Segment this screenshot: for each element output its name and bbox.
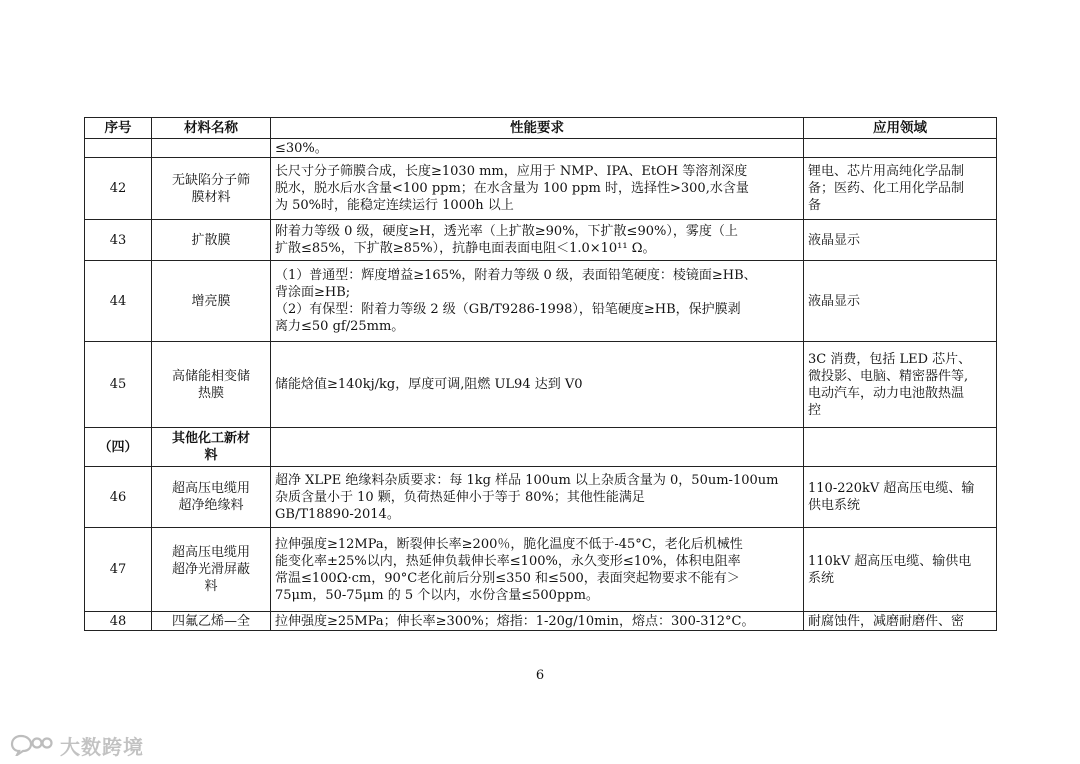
row-index: 42 [85, 158, 152, 220]
application-field [804, 467, 997, 528]
performance-requirement-line: （2）有保型：附着力等级 2 级（GB/T9286-1998），铅笔硬度≥HB，保护膜剥 [275, 302, 741, 317]
material-name [152, 139, 271, 158]
application-field-line: 3C 消费，包括 LED 芯片、 [808, 351, 972, 367]
material-name [152, 428, 271, 467]
watermark-text: 大数跨境 [60, 734, 144, 759]
application-field-line: 系统 [808, 570, 835, 586]
application-field-line: 备 [808, 198, 822, 213]
material-name-line: 增亮膜 [191, 293, 231, 309]
application-field-line: 电动汽车，动力电池散热温 [808, 385, 965, 401]
application-field-line: 备；医药、化工用化学品制 [808, 181, 965, 196]
material-name-line: 超高压电缆用 [171, 545, 250, 560]
performance-requirement [271, 220, 804, 261]
row-index: 45 [85, 342, 152, 428]
row-index: 48 [85, 612, 152, 631]
application-field [804, 158, 997, 220]
table-row [85, 261, 997, 342]
material-name [152, 261, 271, 342]
header-index: 序号 [85, 118, 152, 139]
application-field-line: 液晶显示 [808, 232, 861, 248]
row-index: 44 [85, 261, 152, 342]
application-field [804, 261, 997, 342]
performance-requirement-line: 储能焓值≥140kj/kg，厚度可调,阻燃 UL94 达到 V0 [275, 377, 583, 392]
row-index: （四） [85, 428, 152, 467]
material-name-line: 热膜 [197, 385, 224, 401]
row-index: 43 [85, 220, 152, 261]
performance-requirement [271, 261, 804, 342]
application-field [804, 428, 997, 467]
performance-requirement [271, 158, 804, 220]
row-index: 47 [85, 528, 152, 612]
material-name-line: 超高压电缆用 [171, 481, 250, 496]
header-material-name: 材料名称 [152, 118, 271, 139]
row-index [85, 139, 152, 158]
application-field-line: 液晶显示 [808, 293, 861, 309]
performance-requirement [271, 342, 804, 428]
performance-requirement-line: 能变化率±25%以内，热延伸负载伸长率≤100%，永久变形≤10%，体积电阻率 [275, 553, 741, 569]
materials-table [84, 117, 997, 631]
material-name-line: 无缺陷分子筛 [171, 172, 250, 188]
table-row [85, 158, 997, 220]
table-row [85, 612, 997, 631]
application-field-line: 供电系统 [808, 498, 861, 513]
performance-requirement [271, 612, 804, 631]
application-field [804, 612, 997, 631]
application-field [804, 528, 997, 612]
material-name-line: 高储能相变储 [171, 368, 250, 384]
performance-requirement [271, 528, 804, 612]
application-field [804, 220, 997, 261]
performance-requirement-line: 为 50%时，能稳定连续运行 1000h 以上 [275, 198, 514, 213]
table-row [85, 139, 997, 158]
material-name [152, 528, 271, 612]
material-name-line: 其他化工新材 [171, 431, 250, 446]
application-field-line: 微投影、电脑、精密器件等, [808, 368, 969, 384]
performance-requirement-line: 超净 XLPE 绝缘料杂质要求：每 1kg 样品 100um 以上杂质含量为 0，50um-100um [275, 472, 779, 488]
application-field [804, 342, 997, 428]
performance-requirement [271, 467, 804, 528]
row-index: 46 [85, 467, 152, 528]
page-number: 6 [535, 668, 545, 683]
performance-requirement-line: 杂质含量小于 10 颗，负荷热延伸小于等于 80%；其他性能满足 [275, 489, 645, 505]
header-application: 应用领域 [804, 118, 997, 139]
header-performance: 性能要求 [271, 118, 804, 139]
performance-requirement-line: 背涂面≥HB; [275, 285, 351, 300]
material-name [152, 220, 271, 261]
application-field-line: 110-220kV 超高压电缆、输 [808, 481, 975, 496]
performance-requirement-line: 常温≤100Ω·cm，90°C老化前后分别≤350 和≤500，表面突起物要求不能有＞ [275, 570, 740, 586]
table-header-row [85, 118, 997, 139]
application-field-line: 控 [808, 402, 822, 418]
performance-requirement-line: ≤30%。 [275, 140, 328, 156]
performance-requirement-line: 附着力等级 0 级，硬度≥H，透光率（上扩散≥90%，下扩散≤90%），雾度（上 [275, 224, 738, 239]
performance-requirement-line: （1）普通型：辉度增益≥165%，附着力等级 0 级，表面铅笔硬度：棱镜面≥HB、 [275, 268, 757, 283]
table-row [85, 220, 997, 261]
material-name-line: 超净光滑屏蔽 [171, 562, 250, 577]
performance-requirement [271, 428, 804, 467]
material-name [152, 612, 271, 631]
material-name-line: 料 [204, 579, 218, 594]
application-field-line: 110kV 超高压电缆、输供电 [808, 553, 972, 569]
performance-requirement-line: 75μm，50-75μm 的 5 个以内，水份含量≤500ppm。 [275, 587, 599, 603]
table-row [85, 528, 997, 612]
table-body [85, 139, 997, 631]
application-field-line: 耐腐蚀件，减磨耐磨件、密 [808, 613, 965, 629]
material-name [152, 158, 271, 220]
material-name-line: 超净绝缘料 [178, 498, 244, 513]
chat-bubble-logo-icon [10, 734, 54, 756]
table-row [85, 342, 997, 428]
performance-requirement-line: 长尺寸分子筛膜合成，长度≥1030 mm，应用于 NMP、IPA、EtOH 等溶剂深度 [275, 164, 748, 179]
material-name-line: 膜材料 [191, 189, 231, 205]
table-row [85, 428, 997, 467]
material-name [152, 467, 271, 528]
performance-requirement-line: GB/T18890-2014。 [275, 506, 400, 522]
performance-requirement [271, 139, 804, 158]
material-name-line: 四氟乙烯—全 [171, 613, 250, 629]
performance-requirement-line: 拉伸强度≥25MPa；伸长率≥300%；熔指：1-20g/10min，熔点：300-312°C。 [275, 613, 755, 629]
performance-requirement-line: 拉伸强度≥12MPa，断裂伸长率≥200％，脆化温度不低于-45°C，老化后机械性 [275, 536, 743, 552]
material-name-line: 料 [204, 448, 218, 463]
watermark [10, 732, 144, 758]
material-name-line: 扩散膜 [191, 232, 231, 248]
application-field [804, 139, 997, 158]
performance-requirement-line: 离力≤50 gf/25mm。 [275, 319, 405, 334]
application-field-line: 锂电、芯片用高纯化学品制 [808, 164, 965, 179]
performance-requirement-line: 扩散≤85%，下扩散≥85%），抗静电面表面电阻＜1.0×10¹¹ Ω。 [275, 241, 656, 256]
performance-requirement-line: 脱水，脱水后水含量<100 ppm；在水含量为 100 ppm 时，选择性>300,水含量 [275, 181, 749, 196]
table-row [85, 467, 997, 528]
material-name [152, 342, 271, 428]
